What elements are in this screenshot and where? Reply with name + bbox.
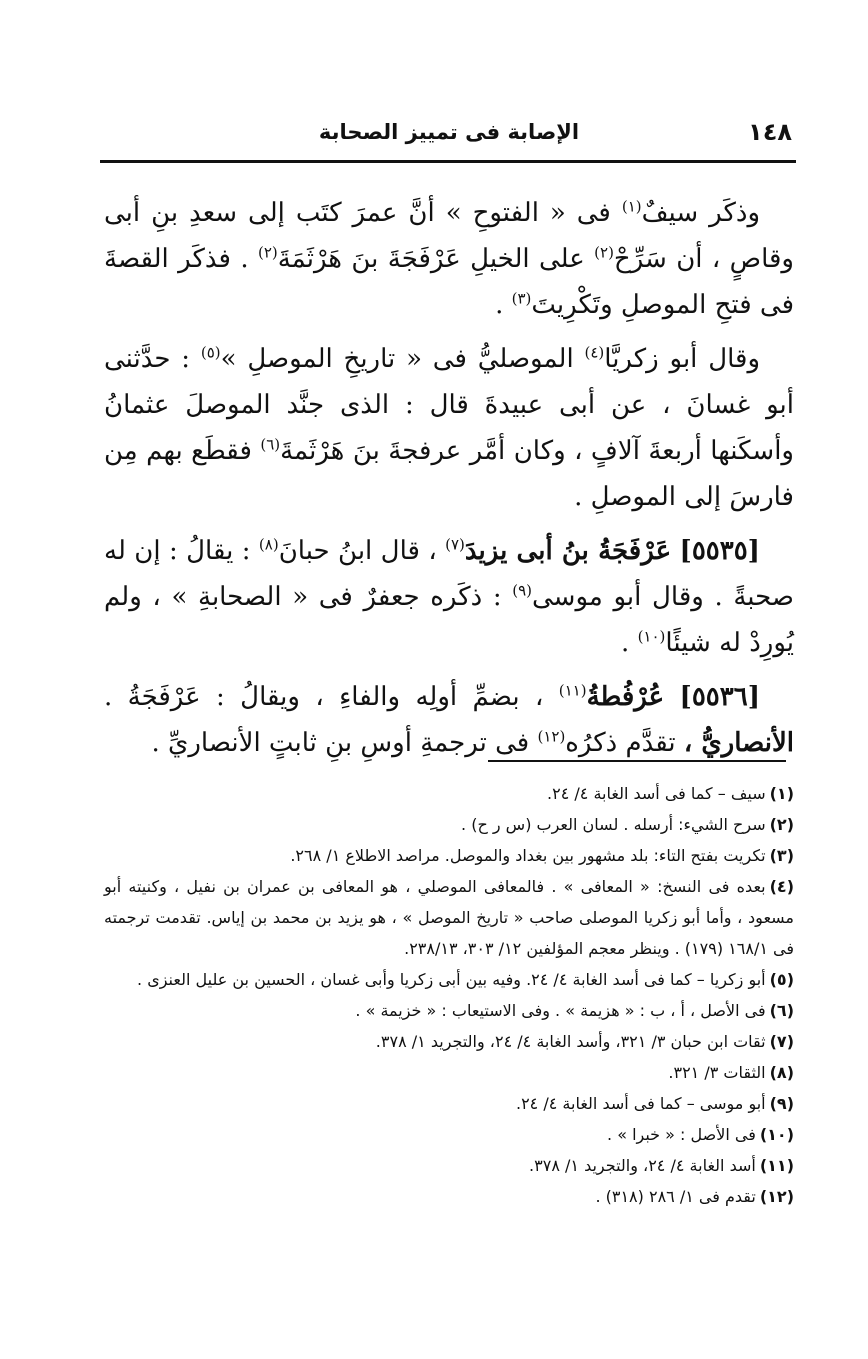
footnote-ref: (٣): [511, 289, 532, 308]
running-title: الإصابة فى تمييز الصحابة: [318, 120, 580, 144]
footnote-ref: (٩): [512, 581, 533, 600]
page-header: [106, 118, 792, 148]
footnote-ref: (٢): [594, 243, 614, 262]
footnote: (٤)بعده فى النسخ: « المعافى » . فالمعافى الموصلي ، هو المعافى بن عمران بن نفيل ، وكنيته أبو مسعود ، وأما أبو زكريا الموصلى صاحب « تاريخ الموصل » ، هو يزيد بن محمد بن إياس. تقدمت ترجمته فى ١٦٨/١ (١٧٩) . وينظر معجم المؤلفين ١٢/ ٣٠٣، ٢٣٨/١٣.: [104, 877, 794, 958]
entry-5535: [٥٥٣٥] عَرْفَجَةُ بنُ أبى يزيدَ$^{(٧)}$ ، قال ابنُ حبانَ$^{(٨)}$ : يقالُ : إن له صحبةً . وقال أبو موسى$^{(٩)}$ : ذكَره جعفرٌ فى « الصحابةِ » ، ولم يُورِدْ له شيئًا$^{(١٠)}$ .: [104, 535, 794, 658]
footnote: (١٠)فى الأصل : « خبرا » .: [607, 1125, 794, 1144]
footnote-ref: (٦): [260, 435, 281, 454]
footnote: (٥)أبو زكريا – كما فى أسد الغابة ٤/ ٢٤. وفيه بين أبى زكريا وأبى غسان ، الحسين بن عليل العنزى .: [137, 970, 794, 989]
footnote: (٢)سرح الشيء: أرسله . لسان العرب (س ر ح) .: [461, 815, 794, 834]
header-rule: [100, 160, 796, 163]
nisba-ansari: الأنصاريُّ ،: [683, 728, 794, 758]
paragraph-futuh: وذكَر سيفٌ$^{(١)}$ فى « الفتوحِ » أنَّ عمرَ كتَب إلى سعدِ بنِ أبى وقاصٍ ، أن سَرِّحْ$^{(٢)}$ على الخيلِ عَرْفَجَةَ بنَ هَرْثَمَةَ$^{(٢)}$ . فذكَر القصةَ فى فتحِ الموصلِ وتَكْرِيتَ$^{(٣)}$ .: [104, 197, 794, 320]
footnote-ref: (٢): [257, 243, 278, 262]
footnote: (١١)أسد الغابة ٤/ ٢٤، والتجريد ١/ ٣٧٨.: [529, 1156, 794, 1175]
footnote: (٦)فى الأصل ، أ ، ب : « هزيمة » . وفى الاستيعاب : « خزيمة » .: [355, 1001, 794, 1020]
page-number: ١٤٨: [748, 118, 792, 146]
main-text: [104, 190, 794, 774]
footnote-ref: (٧): [445, 535, 465, 554]
footnote-ref: (١٠): [637, 627, 666, 646]
footnote: (٣)تكريت بفتح التاء: بلد مشهور بين بغداد والموصل. مراصد الاطلاع ١/ ٢٦٨.: [290, 846, 794, 865]
entry-name: عُرْفُطةُ: [586, 682, 665, 712]
footnote-ref: (٥): [200, 343, 221, 362]
entry-name: عَرْفَجَةُ بنُ أبى يزيدَ: [464, 536, 672, 566]
footnote-ref: (١): [621, 197, 642, 216]
entry-5536: [٥٥٣٦] عُرْفُطةُ$^{(١١)}$ ، بضمِّ أولِه والفاءِ ، ويقالُ : عَرْفَجَةُ . الأنصاريُّ ، تقدَّم ذكرُه$^{(١٢)}$ فى ترجمةِ أوسِ بنِ ثابتٍ الأنصاريِّ .: [104, 681, 794, 758]
footnotes: [104, 778, 794, 1212]
entry-number: [٥٥٣٥]: [679, 536, 760, 566]
entry-number: [٥٥٣٦]: [679, 682, 761, 712]
footnote: (١)سيف – كما فى أسد الغابة ٤/ ٢٤.: [547, 784, 794, 803]
paragraph-mosul-history: وقال أبو زكريَّا$^{(٤)}$ الموصليُّ فى « تاريخِ الموصلِ »$^{(٥)}$ : حدَّثنى أبو غسانَ ، عن أبى عبيدةَ قال : الذى جنَّد الموصلَ عثمانُ وأسكَنها أربعةَ آلافٍ ، وكان أمَّر عرفجةَ بنَ هَرْثَمةَ$^{(٦)}$ فقطَع بهم مِن فارسَ إلى الموصلِ .: [104, 343, 794, 512]
footnote: (٨)الثقات ٣/ ٣٢١.: [668, 1063, 794, 1082]
footnote: (١٢)تقدم فى ١/ ٢٨٦ (٣١٨) .: [595, 1187, 794, 1206]
footnote-ref: (٨): [258, 535, 279, 554]
footnote-ref: (٤): [584, 343, 605, 362]
footnote-separator: [488, 760, 786, 762]
footnote: (٧)ثقات ابن حبان ٣/ ٣٢١، وأسد الغابة ٤/ ٢٤، والتجريد ١/ ٣٧٨.: [375, 1032, 794, 1051]
footnote-ref: (١٢): [537, 727, 566, 746]
footnote: (٩)أبو موسى – كما فى أسد الغابة ٤/ ٢٤.: [515, 1094, 794, 1113]
footnote-ref: (١١): [558, 681, 587, 700]
